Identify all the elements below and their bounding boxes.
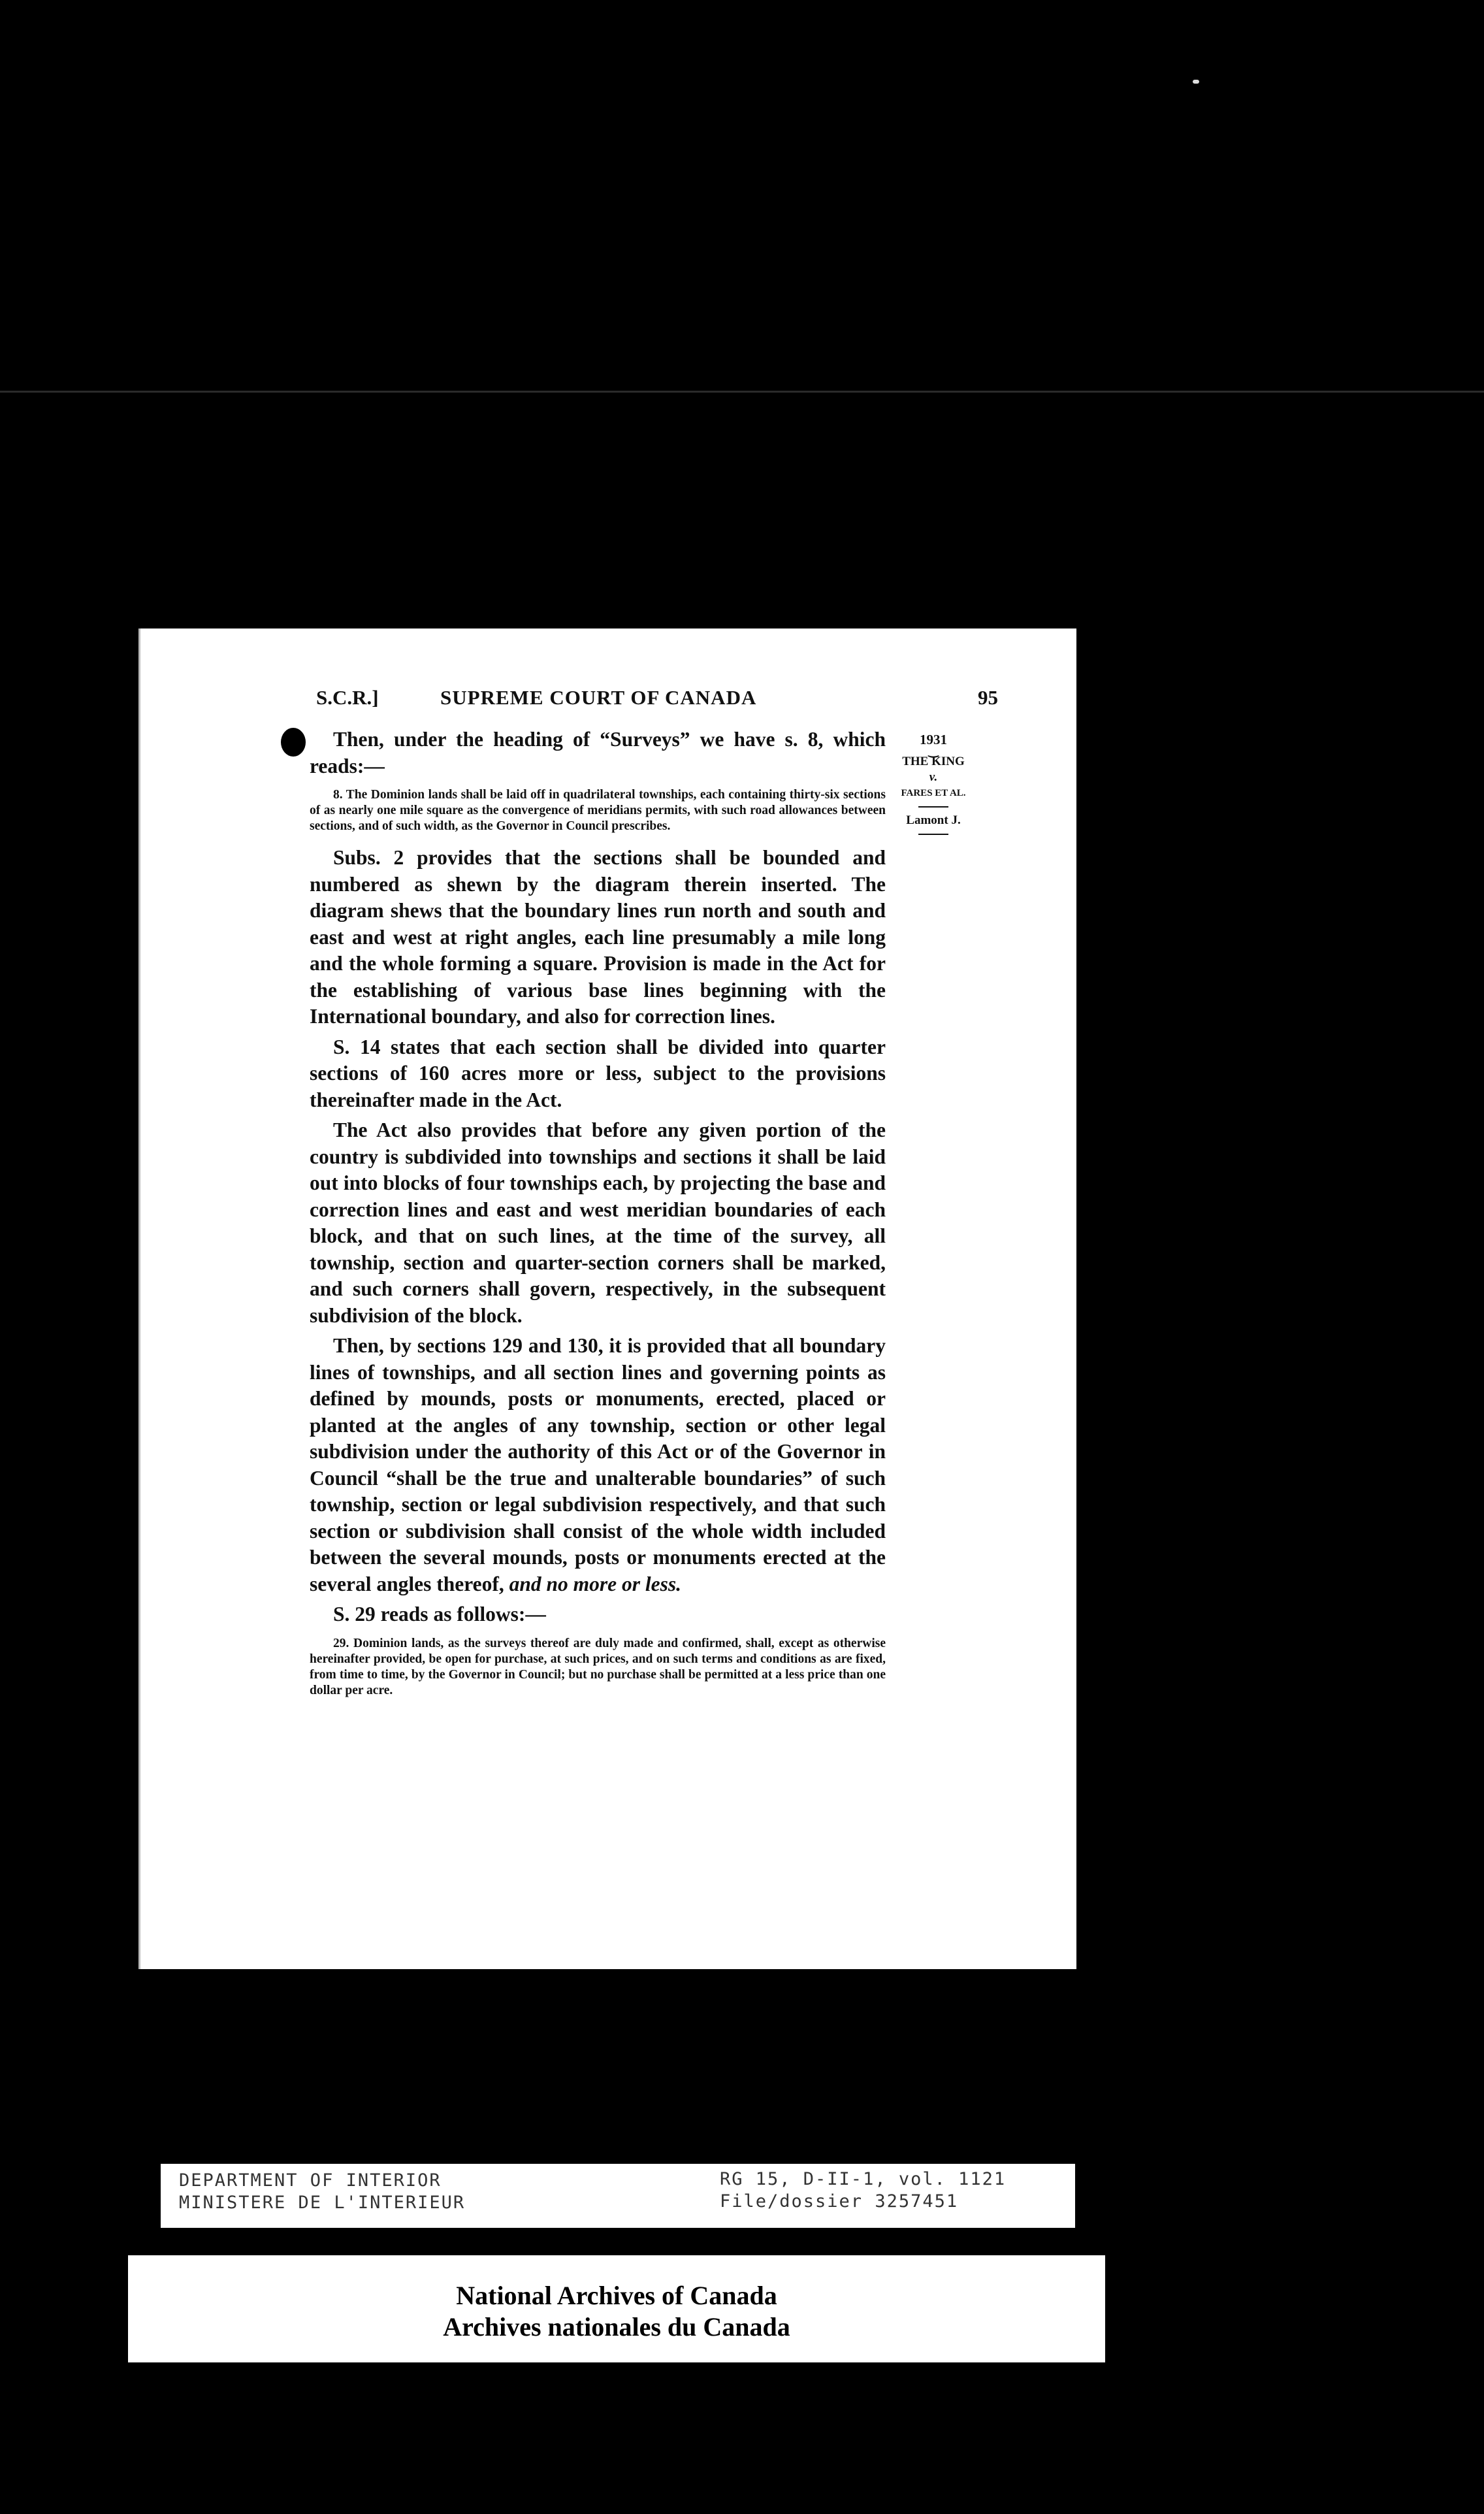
- page-number: 95: [978, 686, 998, 709]
- court-title: SUPREME COURT OF CANADA: [440, 686, 757, 709]
- emphasized-text: and no more or less.: [509, 1572, 682, 1595]
- department-english: DEPARTMENT OF INTERIOR: [179, 2170, 442, 2191]
- quote-text: 29. Dominion lands, as the surveys thereof are duly made and confirmed, shall, except as otherwise hereinafter provided, be open for purchase, at such prices, and on such terms and conditions as are fixed, from time to time, by the Governor in Council; but no purchase shall be permitted at a less price than one dollar per acre.: [310, 1636, 886, 1697]
- statute-quote: [310, 787, 886, 834]
- judgment-text: [310, 726, 886, 1709]
- margin-note: [897, 732, 969, 840]
- paragraph: Then, under the heading of “Surveys” we have s. 8, which reads:—: [310, 728, 886, 777]
- margin-year: 1931: [920, 732, 947, 747]
- paragraph: S. 29 reads as follows:—: [333, 1603, 546, 1625]
- department-french: MINISTERE DE L'INTERIEUR: [179, 2193, 466, 2213]
- quote-text: 8. The Dominion lands shall be laid off in quadrilateral townships, each containing thirty-six sections of as nearly one mile square as the convergence of meridians permits, with such road allowances between sections, and of such width, as the Governor in Council prescribes.: [310, 788, 886, 833]
- archives-banner: [128, 2255, 1105, 2362]
- brace-icon: ‿: [928, 744, 939, 757]
- running-head: [316, 686, 998, 712]
- paragraph: The Act also provides that before any given portion of the country is subdivided into townships and sections it shall be laid out into blocks of four townships each, by projecting the base and correction lines and east and west meridian boundaries of each block, and that on such lines, at the time of the survey, all township, section and quarter-section corners shall be marked, and such corners shall govern, respectively, in the subsequent subdivision of the block.: [310, 1118, 886, 1327]
- scan-speck: [1193, 80, 1199, 84]
- archive-file-label: [161, 2164, 1075, 2228]
- margin-rule: [918, 806, 948, 808]
- archives-name-english: National Archives of Canada: [456, 2281, 777, 2310]
- paragraph: Subs. 2 provides that the sections shall be bounded and numbered as shewn by the diagram therein inserted. The diagram shews that the boundary lines run north and south and east and west at right angles, each line presumably a mile long and the whole forming a square. Provision is made in the Act for the establishing of various base lines beginning with the International boundary, and also for correction lines.: [310, 846, 886, 1028]
- margin-rule: [918, 834, 948, 835]
- paragraph: [310, 1333, 886, 1597]
- scan-line-artifact: [0, 391, 1484, 393]
- paragraph: S. 14 states that each section shall be divided into quarter sections of 160 acres more or less, subject to the provisions thereinafter made in the Act.: [310, 1035, 886, 1111]
- report-abbrev: S.C.R.]: [316, 686, 379, 709]
- archives-name-french: Archives nationales du Canada: [443, 2312, 790, 2342]
- statute-quote: [310, 1636, 886, 1699]
- record-group-reference: RG 15, D-II-1, vol. 1121: [720, 2169, 1007, 2189]
- paragraph-main-text: Then, by sections 129 and 130, it is provided that all boundary lines of townships, and all section lines and governing points as defined by mounds, posts or monuments, erected, placed or planted at the angles of any township, section or other legal subdivision under the authority of this Act or of the Governor in Council “shall be the true and unalterable boundaries” of such township, section or legal subdivision respectively, and that such section or subdivision shall consist of the whole width included between the several mounds, posts or monuments erected at the several angles thereof,: [310, 1334, 886, 1595]
- document-page: [138, 628, 1076, 1969]
- page-edge-shadow: [138, 628, 140, 1969]
- margin-versus: v.: [929, 770, 938, 784]
- file-number: File/dossier 3257451: [720, 2191, 959, 2212]
- ink-blot: [281, 728, 306, 757]
- margin-party-1: THE KING: [902, 755, 965, 768]
- margin-party-2: FARES ET AL.: [901, 788, 966, 798]
- margin-judge: Lamont J.: [906, 813, 961, 827]
